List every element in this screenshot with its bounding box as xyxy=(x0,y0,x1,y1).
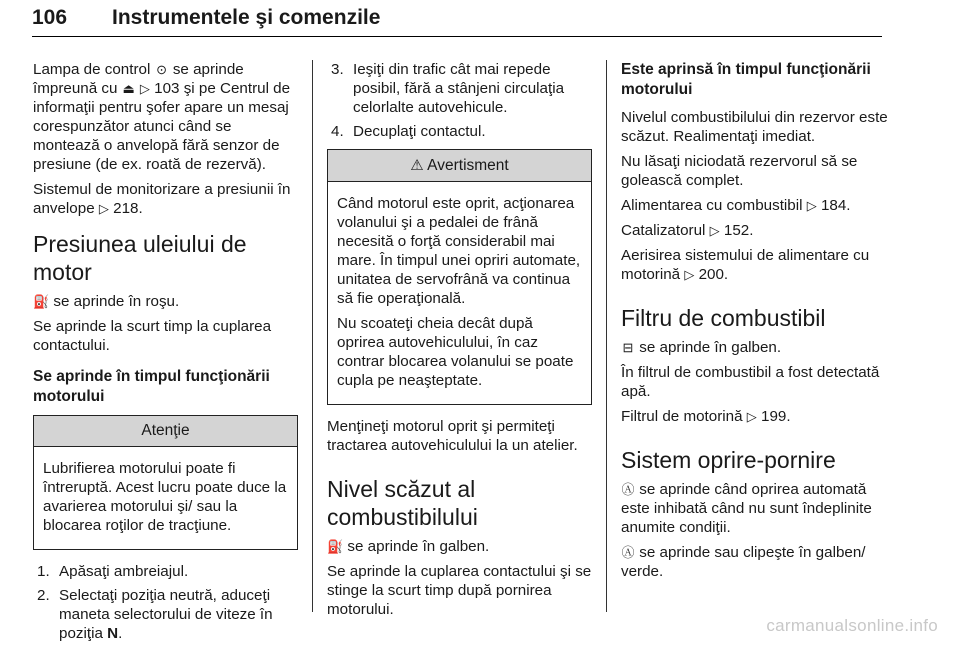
warning-text-1: Când motorul este oprit, acţionarea volanului şi a pedalei de frână necesită o forţă considerabil mai mare. În timpul unei opriri automate, unitatea de servofrână va continua să fie operaţională. xyxy=(337,195,581,307)
tire-pressure-icon: ⊙ xyxy=(156,62,168,77)
warning-icon: ⚠ xyxy=(410,157,424,174)
paragraph-filter-lamp: ⊟ se aprinde în galben. xyxy=(622,339,782,356)
paragraph-filter-water: În filtrul de combustibil a fost detectată apă. xyxy=(621,364,880,400)
heading-oil-running: Se aprinde în timpul funcţionării motorului xyxy=(33,368,270,405)
paragraph-oil-ignition: Se aprinde la scurt timp la cuplarea contactului. xyxy=(33,318,272,354)
stop-start-icon: Ⓐ xyxy=(621,545,635,560)
paragraph-towing: Menţineţi motorul oprit şi permiteţi tractarea autovehiculului la un atelier. xyxy=(327,418,578,454)
steps-list-2 xyxy=(327,60,592,141)
column-2 xyxy=(327,60,592,625)
warning-header xyxy=(328,150,591,182)
column-divider-2 xyxy=(606,60,607,612)
page-ref-icon: ▷ xyxy=(709,223,720,238)
page-ref-icon: ▷ xyxy=(98,201,109,216)
paragraph-tpms-lamp: Lampa de control ⊙ se aprinde împreună cu ⏏ ▷ 103 şi pe Centrul de informaţii pentru şofer apare un mesaj corespunzător atunci când se montează o anvelopă fără senzor de presiune (de ex. roată de rezervă). xyxy=(33,61,291,173)
paragraph-fuel-lamp: ⛽ se aprinde în galben. xyxy=(327,538,490,555)
paragraph-filter-ref: Filtrul de motorină ▷ 199. xyxy=(621,408,791,425)
warning-text-2: Nu scoateţi cheia decât după oprirea autovehiculului, în caz contrar blocarea volanului se poate cupla pe neaşteptate. xyxy=(337,315,574,389)
page-header xyxy=(32,4,882,42)
list-item: 4. Decuplaţi contactul. xyxy=(331,123,486,140)
paragraph-oil-lamp: ⛽ se aprinde în roşu. xyxy=(33,293,180,310)
column-divider-1 xyxy=(312,60,313,612)
caution-text: Lubrifierea motorului poate fi întreruptă. Acest lucru poate duce la avarierea motorului şi/ sau la blocarea roţilor de tracţiune. xyxy=(43,460,287,534)
list-item: 1. Apăsaţi ambreiajul. xyxy=(37,563,189,580)
list-item: 2. Selectaţi poziţia neutră, aduceţi maneta selectorului de viteze în poziţia N. xyxy=(37,587,273,642)
page-ref-icon: ▷ xyxy=(806,198,817,213)
oil-can-icon: ⛽ xyxy=(33,294,50,309)
page-ref-icon: ▷ xyxy=(684,267,695,282)
stop-start-off-icon: Ⓐ xyxy=(621,482,635,497)
watermark: carmanualsonline.info xyxy=(766,616,938,635)
header-rule xyxy=(32,36,882,37)
caution-title: Atenţie xyxy=(34,416,297,447)
heading-low-fuel: Nivel scăzut al combustibilului xyxy=(327,476,478,530)
heading-stop-start: Sistem oprire-pornire xyxy=(621,447,836,473)
fuel-pump-icon: ⛽ xyxy=(327,539,344,554)
page-ref-icon: ▷ xyxy=(139,81,150,96)
steps-list-1 xyxy=(33,562,298,643)
column-3 xyxy=(621,60,891,587)
page-number: 106 xyxy=(32,6,68,29)
paragraph-fuel-empty: Nu lăsaţi niciodată rezervorul să se golească complet. xyxy=(621,153,858,189)
heading-fuel-running: Este aprinsă în timpul funcţionării motorului xyxy=(621,61,871,98)
warning-box xyxy=(327,149,592,405)
paragraph-fuel-ignition: Se aprinde la cuplarea contactului şi se stinge la scurt timp după pornirea motorului. xyxy=(327,563,592,618)
paragraph-bleeding-ref: Aerisirea sistemului de alimentare cu motorină ▷ 200. xyxy=(621,247,870,283)
paragraph-catalyst-ref: Catalizatorul ▷ 152. xyxy=(621,222,754,239)
car-icon: ⏏ xyxy=(122,81,135,96)
paragraph-stop-start-inhibited: Ⓐ se aprinde când oprirea automată este inhibată când nu sunt îndeplinite anumite condiţii. xyxy=(621,481,872,536)
page-ref-icon: ▷ xyxy=(746,409,757,424)
fuel-filter-icon: ⊟ xyxy=(622,340,634,355)
paragraph-tpms-ref: Sistemul de monitorizare a presiunii în anvelope ▷ 218. xyxy=(33,181,291,217)
paragraph-fuel-low: Nivelul combustibilului din rezervor este scăzut. Realimentaţi imediat. xyxy=(621,109,888,145)
caution-box xyxy=(33,415,298,550)
paragraph-refuel-ref: Alimentarea cu combustibil ▷ 184. xyxy=(621,197,851,214)
list-item: 3. Ieşiţi din trafic cât mai repede posibil, fără a stânjeni circulaţia celorlalte autovehicule. xyxy=(331,61,565,116)
heading-fuel-filter: Filtru de combustibil xyxy=(621,305,826,331)
heading-oil-pressure: Presiunea uleiului de motor xyxy=(33,231,247,285)
warning-title: Avertisment xyxy=(427,157,509,174)
column-1 xyxy=(33,60,298,648)
paragraph-stop-start-active: Ⓐ se aprinde sau clipeşte în galben/ verde. xyxy=(621,544,866,580)
page-title: Instrumentele şi comenzile xyxy=(112,6,381,29)
